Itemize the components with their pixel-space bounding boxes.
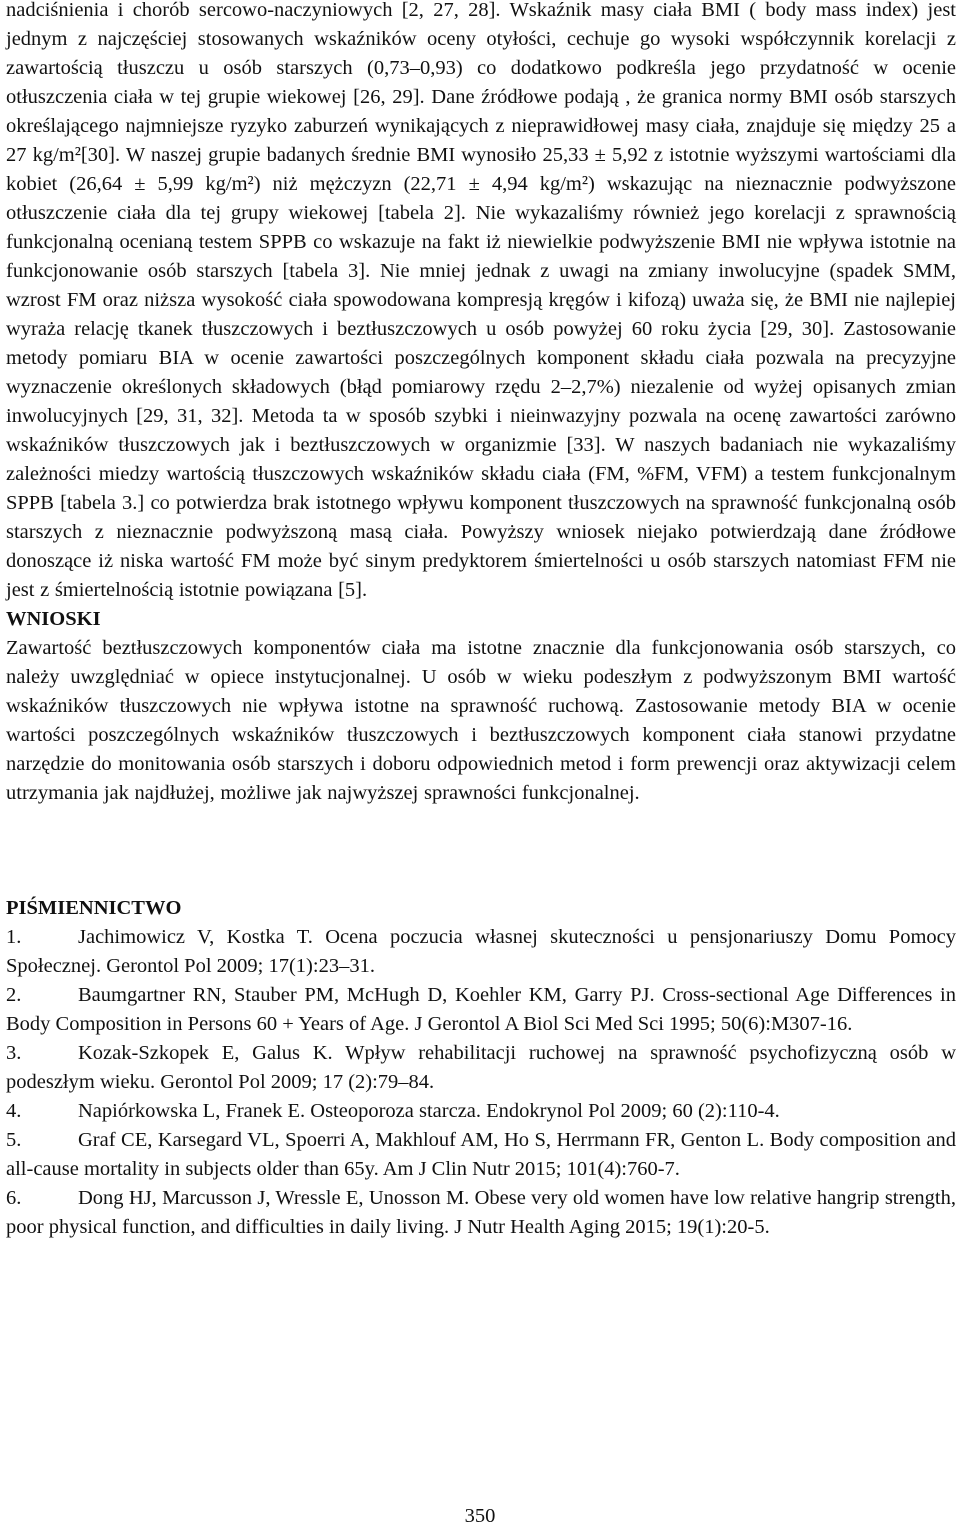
reference-number: 2.: [6, 984, 22, 1006]
reference-text: Kozak-Szkopek E, Galus K. Wpływ rehabilitacji ruchowej na sprawność psychofizyczną osób w podeszłym wieku. Gerontol Pol 2009; 17 (2):79–84.: [6, 1042, 956, 1093]
reference-item: [6, 1126, 956, 1184]
reference-item: [6, 1184, 956, 1242]
reference-item: [6, 1097, 956, 1126]
reference-number: 6.: [6, 1187, 22, 1209]
reference-item: [6, 1039, 956, 1097]
reference-text: Napiórkowska L, Franek E. Osteoporoza starcza. Endokrynol Pol 2009; 60 (2):110-4.: [78, 1100, 780, 1122]
reference-number: 1.: [6, 926, 22, 948]
page-number: 350: [464, 1505, 496, 1527]
reference-text: Dong HJ, Marcusson J, Wressle E, Unosson M. Obese very old women have low relative hangrip strength, poor physical function, and difficulties in daily living. J Nutr Health Aging 2015; 19(1):20-5.: [6, 1187, 956, 1238]
reference-number: 3.: [6, 1042, 22, 1064]
reference-text: Jachimowicz V, Kostka T. Ocena poczucia własnej skuteczności u pensjonariuszy Domu Pomocy Społecznej. Gerontol Pol 2009; 17(1):23–31.: [6, 926, 956, 977]
references-list: [6, 923, 956, 1242]
reference-item: [6, 981, 956, 1039]
reference-number: 4.: [6, 1100, 22, 1122]
reference-number: 5.: [6, 1129, 22, 1151]
reference-text: Graf CE, Karsegard VL, Spoerri A, Makhlouf AM, Ho S, Herrmann FR, Genton L. Body composition and all-cause mortality in subjects older than 65y. Am J Clin Nutr 2015; 101(4):760-7.: [6, 1129, 956, 1180]
reference-item: [6, 923, 956, 981]
references-heading: PIŚMIENNICTWO: [6, 897, 182, 919]
conclusions-paragraph: Zawartość beztłuszczowych komponentów ciała ma istotne znacznie dla funkcjonowania osób starszych, co należy uwzględniać w opiece instytucjonalnej. U osób w wieku podeszłym z podwyższonym BMI wartość wskaźników tłuszczowych nie wpływa istotne na sprawność ruchową. Zastosowanie metody BIA w ocenie wartości poszczególnych wskaźników tłuszczowych i beztłuszczowych komponent ciała stanowi przydatne narzędzie do monitowania osób starszych i doboru odpowiednich metod i form prewencji oraz aktywizacji celem utrzymania jak najdłużej, możliwe jak najwyższej sprawności funkcjonalnej.: [6, 637, 956, 804]
page-content: [6, 0, 956, 1242]
reference-text: Baumgartner RN, Stauber PM, McHugh D, Koehler KM, Garry PJ. Cross-sectional Age Differences in Body Composition in Persons 60 + Years of Age. J Gerontol A Biol Sci Med Sci 1995; 50(6):M307-16.: [6, 984, 956, 1035]
conclusions-heading: WNIOSKI: [6, 608, 101, 630]
body-paragraph: nadciśnienia i chorób sercowo-naczyniowych [2, 27, 28]. Wskaźnik masy ciała BMI ( body mass index) jest jednym z najczęściej stosowanych wskaźników oceny otyłości, cechuje go wysoki współczynnik korelacji z zawartością tłuszczu u osób starszych (0,73–0,93) co dodatkowo podkreśla jego przydatność w ocenie otłuszczenia ciała w tej grupie wiekowej [26, 29]. Dane źródłowe podają , że granica normy BMI osób starszych określającego najmniejsze ryzyko zaburzeń wynikających z nieprawidłowej masy ciała, znajduje się między 25 a 27 kg/m²[30]. W naszej grupie badanych średnie BMI wynosiło 25,33 ± 5,92 z istotnie wyższymi wartościami dla kobiet (26,64 ± 5,99 kg/m²) niż mężczyzn (22,71 ± 4,94 kg/m²) wskazując na nieznacznie podwyższone otłuszczenie ciała dla tej grupy wiekowej [tabela 2]. Nie wykazaliśmy również jego korelacji z sprawnością funkcjonalną ocenianą testem SPPB co wskazuje na fakt iż niewielkie podwyższenie BMI nie wpływa istotnie na funkcjonowanie osób starszych [tabela 3]. Nie mniej jednak z uwagi na zmiany inwolucyjne (spadek SMM, wzrost FM oraz niższa wysokość ciała spowodowana kompresją kręgów i kifozą) uważa się, że BMI nie najlepiej wyraża relację tkanek tłuszczowych i beztłuszczowych u osób powyżej 60 roku życia [29, 30]. Zastosowanie metody pomiaru BIA w ocenie zawartości poszczególnych komponent składu ciała pozwala na precyzyjne wyznaczenie określonych składowych (błąd pomiarowy rzędu 2–2,7%) niezalenie od wyżej opisanych zmian inwolucyjnych [29, 31, 32]. Metoda ta w sposób szybki i nieinwazyjny pozwala na ocenę zawartości zarówno wskaźników tłuszczowych jak i beztłuszczowych w organizmie [33]. W naszych badaniach nie wykazaliśmy zależności miedzy wartością tłuszczowych wskaźników składu ciała (FM, %FM, VFM) a testem funkcjonalnym SPPB [tabela 3.] co potwierdza brak istotnego wpływu komponent tłuszczowych na sprawność funkcjonalną osób starszych z nieznacznie podwyższoną masą ciała. Powyższy wniosek niejako potwierdzają dane źródłowe donoszące iż niska wartość FM może być sinym predyktorem śmiertelności u osób starszych natomiast FFM nie jest z śmiertelnością istotnie powiązana [5].: [6, 0, 956, 601]
